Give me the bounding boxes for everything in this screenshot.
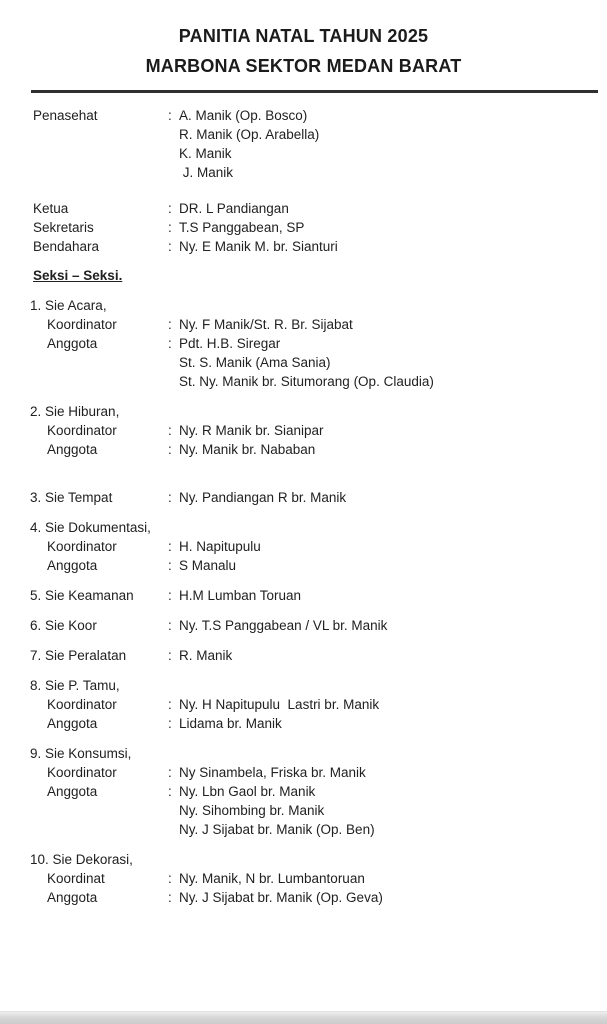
row-label: Koordinator (47, 423, 117, 438)
row-label: Anggota (47, 784, 98, 799)
row-colon (168, 125, 179, 144)
row-value: Ny. Manik, N br. Lumbantoruan (179, 871, 365, 886)
row-label (33, 820, 168, 839)
row-colon: : (168, 716, 172, 731)
row-value: H. Napitupulu (179, 539, 261, 554)
section-number: 6. (30, 618, 42, 633)
section-title (30, 488, 165, 507)
section-name: Sie Konsumsi, (45, 746, 132, 761)
row-value: Ny. F Manik/St. R. Br. Sijabat (179, 317, 353, 332)
row-colon: : (168, 442, 172, 457)
row-label: Koordinator (47, 317, 117, 332)
document-header (0, 0, 607, 81)
section-name: Sie Peralatan (45, 648, 127, 663)
section-number: 5. (30, 588, 42, 603)
row-colon: : (168, 588, 172, 603)
section-header (30, 744, 598, 763)
row-label: Koordinator (47, 765, 117, 780)
section-name: Sie Tempat (45, 490, 113, 505)
row-label: Anggota (47, 442, 98, 457)
row-value: St. Ny. Manik br. Situmorang (Op. Claudia) (179, 374, 434, 389)
row-value: Pdt. H.B. Siregar (179, 336, 281, 351)
section (30, 616, 598, 635)
row-value: St. S. Manik (Ama Sania) (179, 355, 331, 370)
section-header (30, 616, 598, 635)
row-label (33, 163, 168, 182)
row-label (33, 125, 168, 144)
row-value: R. Manik (179, 648, 233, 663)
section-header (30, 646, 598, 665)
row-label: Anggota (47, 336, 98, 351)
officer-row (33, 106, 598, 125)
section-header (30, 586, 598, 605)
section-name: Sie Hiburan, (45, 404, 120, 419)
row-value: Ny. Manik br. Nababan (179, 442, 316, 457)
row-label: Koordinator (47, 697, 117, 712)
section (30, 488, 598, 507)
officer-row (33, 125, 598, 144)
section-title (30, 850, 165, 869)
section-number: 8. (30, 678, 42, 693)
section-row (33, 556, 598, 575)
section (30, 586, 598, 605)
section-title (30, 616, 165, 635)
section (30, 296, 598, 391)
officer-group (33, 237, 598, 256)
section-row (33, 888, 598, 907)
officers-list (33, 106, 598, 256)
section (30, 676, 598, 733)
section (30, 518, 598, 575)
row-label: Bendahara (33, 239, 100, 254)
row-value: Lidama br. Manik (179, 716, 282, 731)
row-label (33, 372, 168, 391)
row-value: H.M Lumban Toruan (179, 588, 302, 603)
row-label: Anggota (47, 558, 98, 573)
officer-group (33, 218, 598, 237)
section (30, 850, 598, 907)
row-colon: : (168, 108, 172, 123)
officer-row (33, 199, 598, 218)
section-title (30, 518, 165, 537)
section-name: Sie Dekorasi, (52, 852, 133, 867)
section-title (30, 646, 165, 665)
row-value: Ny Sinambela, Friska br. Manik (179, 765, 366, 780)
row-value: Ny. J Sijabat br. Manik (Op. Ben) (179, 822, 375, 837)
section-header (30, 676, 598, 695)
officer-row (33, 144, 598, 163)
section-header (30, 518, 598, 537)
section-row (33, 801, 598, 820)
section-name: Sie Acara, (45, 298, 107, 313)
row-colon: : (168, 336, 172, 351)
row-value: S Manalu (179, 558, 237, 573)
section-number: 7. (30, 648, 42, 663)
row-colon: : (168, 239, 172, 254)
section-row (33, 537, 598, 556)
section-row (33, 372, 598, 391)
section-row (33, 714, 598, 733)
row-colon: : (168, 490, 172, 505)
row-value: Ny. E Manik M. br. Sianturi (179, 239, 338, 254)
row-label (33, 353, 168, 372)
section-title (30, 676, 165, 695)
officer-group (33, 199, 598, 218)
row-value: Ny. J Sijabat br. Manik (Op. Geva) (179, 890, 383, 905)
row-colon: : (168, 558, 172, 573)
row-colon: : (168, 201, 172, 216)
sections-list (30, 296, 598, 907)
section-row (33, 869, 598, 888)
section (30, 402, 598, 459)
section-row (33, 763, 598, 782)
section-number: 9. (30, 746, 42, 761)
section-number: 3. (30, 490, 42, 505)
section-title (30, 296, 165, 315)
row-label (33, 801, 168, 820)
row-value: Ny. Lbn Gaol br. Manik (179, 784, 316, 799)
row-label: Koordinat (47, 871, 105, 886)
row-value: Ny. T.S Panggabean / VL br. Manik (179, 618, 388, 633)
row-value: Ny. R Manik br. Sianipar (179, 423, 324, 438)
section-name: Sie Keamanan (45, 588, 134, 603)
section-row (33, 440, 598, 459)
document-title-line2: MARBONA SEKTOR MEDAN BARAT (145, 56, 462, 76)
row-value: R. Manik (Op. Arabella) (179, 127, 320, 142)
section (30, 744, 598, 839)
row-value: Ny. H Napitupulu Lastri br. Manik (179, 697, 380, 712)
row-colon (168, 353, 179, 372)
row-label: Anggota (47, 890, 98, 905)
officer-row (33, 218, 598, 237)
row-colon: : (168, 539, 172, 554)
section-header (30, 488, 598, 507)
row-value: T.S Panggabean, SP (179, 220, 305, 235)
section-row (33, 421, 598, 440)
officer-row (33, 163, 598, 182)
row-value: J. Manik (179, 165, 234, 180)
row-colon: : (168, 890, 172, 905)
row-value: DR. L Pandiangan (179, 201, 289, 216)
row-colon (168, 163, 179, 182)
section-number: 10. (30, 852, 49, 867)
row-value: Ny. Pandiangan R br. Manik (179, 490, 347, 505)
section-name: Sie P. Tamu, (45, 678, 120, 693)
row-colon: : (168, 220, 172, 235)
officer-row (33, 237, 598, 256)
row-colon: : (168, 317, 172, 332)
section-row (33, 353, 598, 372)
section-row (33, 315, 598, 334)
section-row (33, 695, 598, 714)
row-colon: : (168, 765, 172, 780)
row-label: Koordinator (47, 539, 117, 554)
row-value: A. Manik (Op. Bosco) (179, 108, 308, 123)
section-number: 1. (30, 298, 42, 313)
section-header (30, 402, 598, 421)
section-name: Sie Dokumentasi, (45, 520, 151, 535)
section-row (33, 334, 598, 353)
section-header (30, 850, 598, 869)
section (30, 646, 598, 665)
officer-group (33, 106, 598, 182)
page-bottom-edge (0, 1011, 607, 1024)
row-colon (168, 144, 179, 163)
row-colon: : (168, 648, 172, 663)
row-colon (168, 372, 179, 391)
section-header (30, 296, 598, 315)
document-body (30, 106, 598, 907)
row-colon: : (168, 784, 172, 799)
section-name: Sie Koor (45, 618, 97, 633)
document-title-line1: PANITIA NATAL TAHUN 2025 (178, 26, 429, 46)
row-colon: : (168, 618, 172, 633)
row-value: Ny. Sihombing br. Manik (179, 803, 325, 818)
row-label (33, 144, 168, 163)
row-colon (168, 801, 179, 820)
row-colon: : (168, 871, 172, 886)
section-number: 4. (30, 520, 42, 535)
section-title (30, 402, 165, 421)
section-title (30, 586, 165, 605)
section-title (30, 744, 165, 763)
title-divider (31, 90, 598, 93)
row-label: Penasehat (33, 108, 98, 123)
row-value: K. Manik (179, 146, 232, 161)
section-row (33, 782, 598, 801)
sections-heading: Seksi – Seksi. (33, 268, 123, 283)
row-label: Sekretaris (33, 220, 94, 235)
row-label: Ketua (33, 201, 69, 216)
row-colon: : (168, 697, 172, 712)
row-label: Anggota (47, 716, 98, 731)
section-number: 2. (30, 404, 42, 419)
section-row (33, 820, 598, 839)
row-colon (168, 820, 179, 839)
row-colon: : (168, 423, 172, 438)
